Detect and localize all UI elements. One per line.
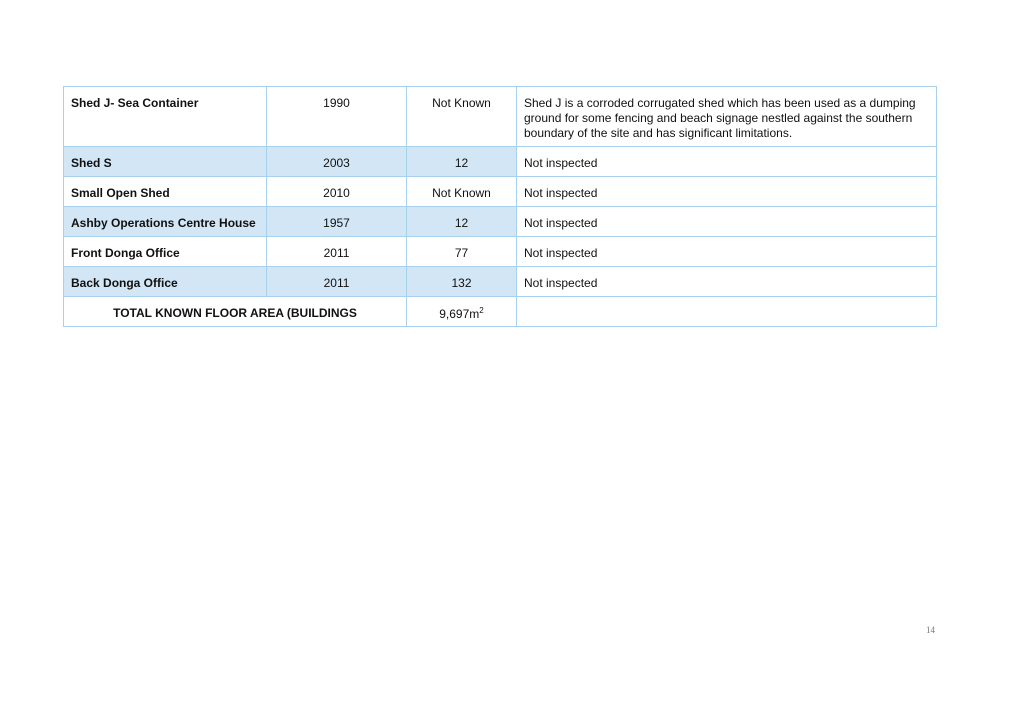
building-name: Back Donga Office [64,267,267,297]
floor-area: 12 [407,147,517,177]
floor-area: Not Known [407,87,517,147]
description: Not inspected [517,207,937,237]
year-built: 1957 [267,207,407,237]
description: Shed J is a corroded corrugated shed which has been used as a dumping ground for some fencing and beach signage nestled against the southern boundary of the site and has significant limitations. [517,87,937,147]
building-name: Ashby Operations Centre House [64,207,267,237]
table-row [64,267,937,297]
description: Not inspected [517,237,937,267]
year-built: 2010 [267,177,407,207]
total-row [64,297,937,327]
year-built: 2003 [267,147,407,177]
building-name: Shed J- Sea Container [64,87,267,147]
floor-area: 132 [407,267,517,297]
description: Not inspected [517,147,937,177]
total-value [407,297,517,327]
table-row [64,237,937,267]
floor-area: 12 [407,207,517,237]
floor-area: 77 [407,237,517,267]
unit-superscript: 2 [479,306,484,315]
building-name: Small Open Shed [64,177,267,207]
floor-area: Not Known [407,177,517,207]
description: Not inspected [517,177,937,207]
year-built: 2011 [267,237,407,267]
total-description [517,297,937,327]
page-number: 14 [926,625,935,635]
table-row [64,87,937,147]
total-value-number: 9,697m [439,307,480,321]
table-row [64,207,937,237]
building-name: Front Donga Office [64,237,267,267]
description: Not inspected [517,267,937,297]
year-built: 2011 [267,267,407,297]
building-name: Shed S [64,147,267,177]
total-label: TOTAL KNOWN FLOOR AREA (BUILDINGS [64,297,407,327]
table-row [64,147,937,177]
table-row [64,177,937,207]
building-table [63,86,937,327]
year-built: 1990 [267,87,407,147]
